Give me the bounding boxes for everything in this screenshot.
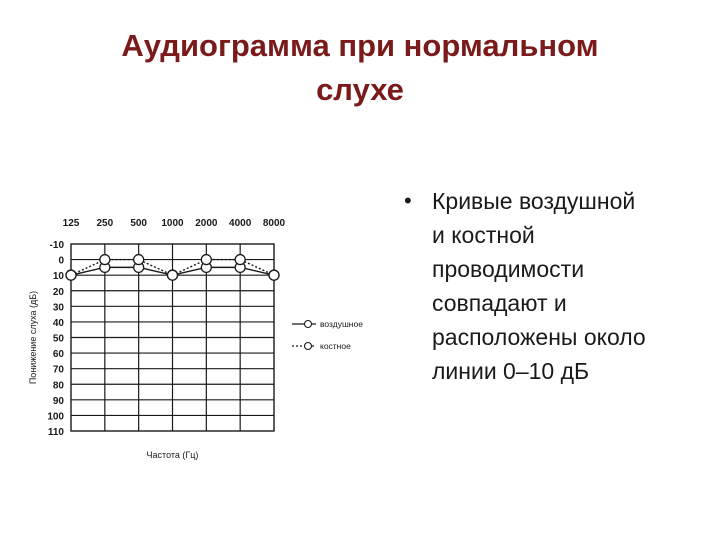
x-tick-label: 4000 <box>229 218 252 229</box>
bullet-line-1: Кривые воздушной <box>432 188 636 214</box>
legend-label-1: воздушное <box>320 319 363 329</box>
y-tick-label: 100 <box>47 411 64 423</box>
data-point <box>201 255 211 265</box>
data-point <box>66 270 76 280</box>
audiogram-chart <box>0 0 400 480</box>
x-axis-title: Частота (Гц) <box>146 450 199 460</box>
legend-marker-2 <box>305 343 312 350</box>
y-tick-label: 40 <box>52 317 64 329</box>
y-tick-label: 30 <box>52 302 64 314</box>
bullet-line-6: линии 0–10 дБ <box>432 358 590 384</box>
y-tick-label: 20 <box>52 286 64 298</box>
bullet-line-4: совпадают и <box>432 290 567 316</box>
bullet-line-3: проводимости <box>432 256 585 282</box>
y-tick-label: 60 <box>52 349 64 361</box>
data-point <box>235 255 245 265</box>
y-tick-label: 70 <box>52 364 64 376</box>
y-tick-label: 0 <box>58 255 64 267</box>
data-point <box>168 270 178 280</box>
legend-label-2: костное <box>320 341 351 351</box>
y-tick-label: -10 <box>49 240 64 251</box>
x-tick-label: 1000 <box>161 218 184 229</box>
bullet-text <box>432 184 646 388</box>
x-tick-label: 2000 <box>195 218 218 229</box>
y-tick-label: 80 <box>52 380 64 392</box>
bullet-line-5: расположены около <box>432 324 646 350</box>
y-tick-label: 110 <box>47 427 64 438</box>
x-tick-label: 125 <box>62 218 80 229</box>
slide-title-line-1: Аудиограмма при нормальном <box>121 28 599 63</box>
y-tick-label: 50 <box>52 333 64 345</box>
x-tick-label: 250 <box>96 218 114 229</box>
legend-marker-1 <box>305 321 312 328</box>
y-axis-title: Понижение слуха (дБ) <box>28 290 38 385</box>
data-point <box>134 255 144 265</box>
x-tick-label: 8000 <box>262 218 286 229</box>
slide-title-line-2: слухе <box>316 72 404 107</box>
y-tick-label: 10 <box>52 271 64 283</box>
y-tick-label: 90 <box>52 395 64 407</box>
data-point <box>269 270 279 280</box>
x-tick-label: 500 <box>130 218 148 229</box>
data-point <box>100 255 110 265</box>
bullet-line-2: и костной <box>432 222 535 248</box>
bullet-marker: • <box>404 188 412 213</box>
